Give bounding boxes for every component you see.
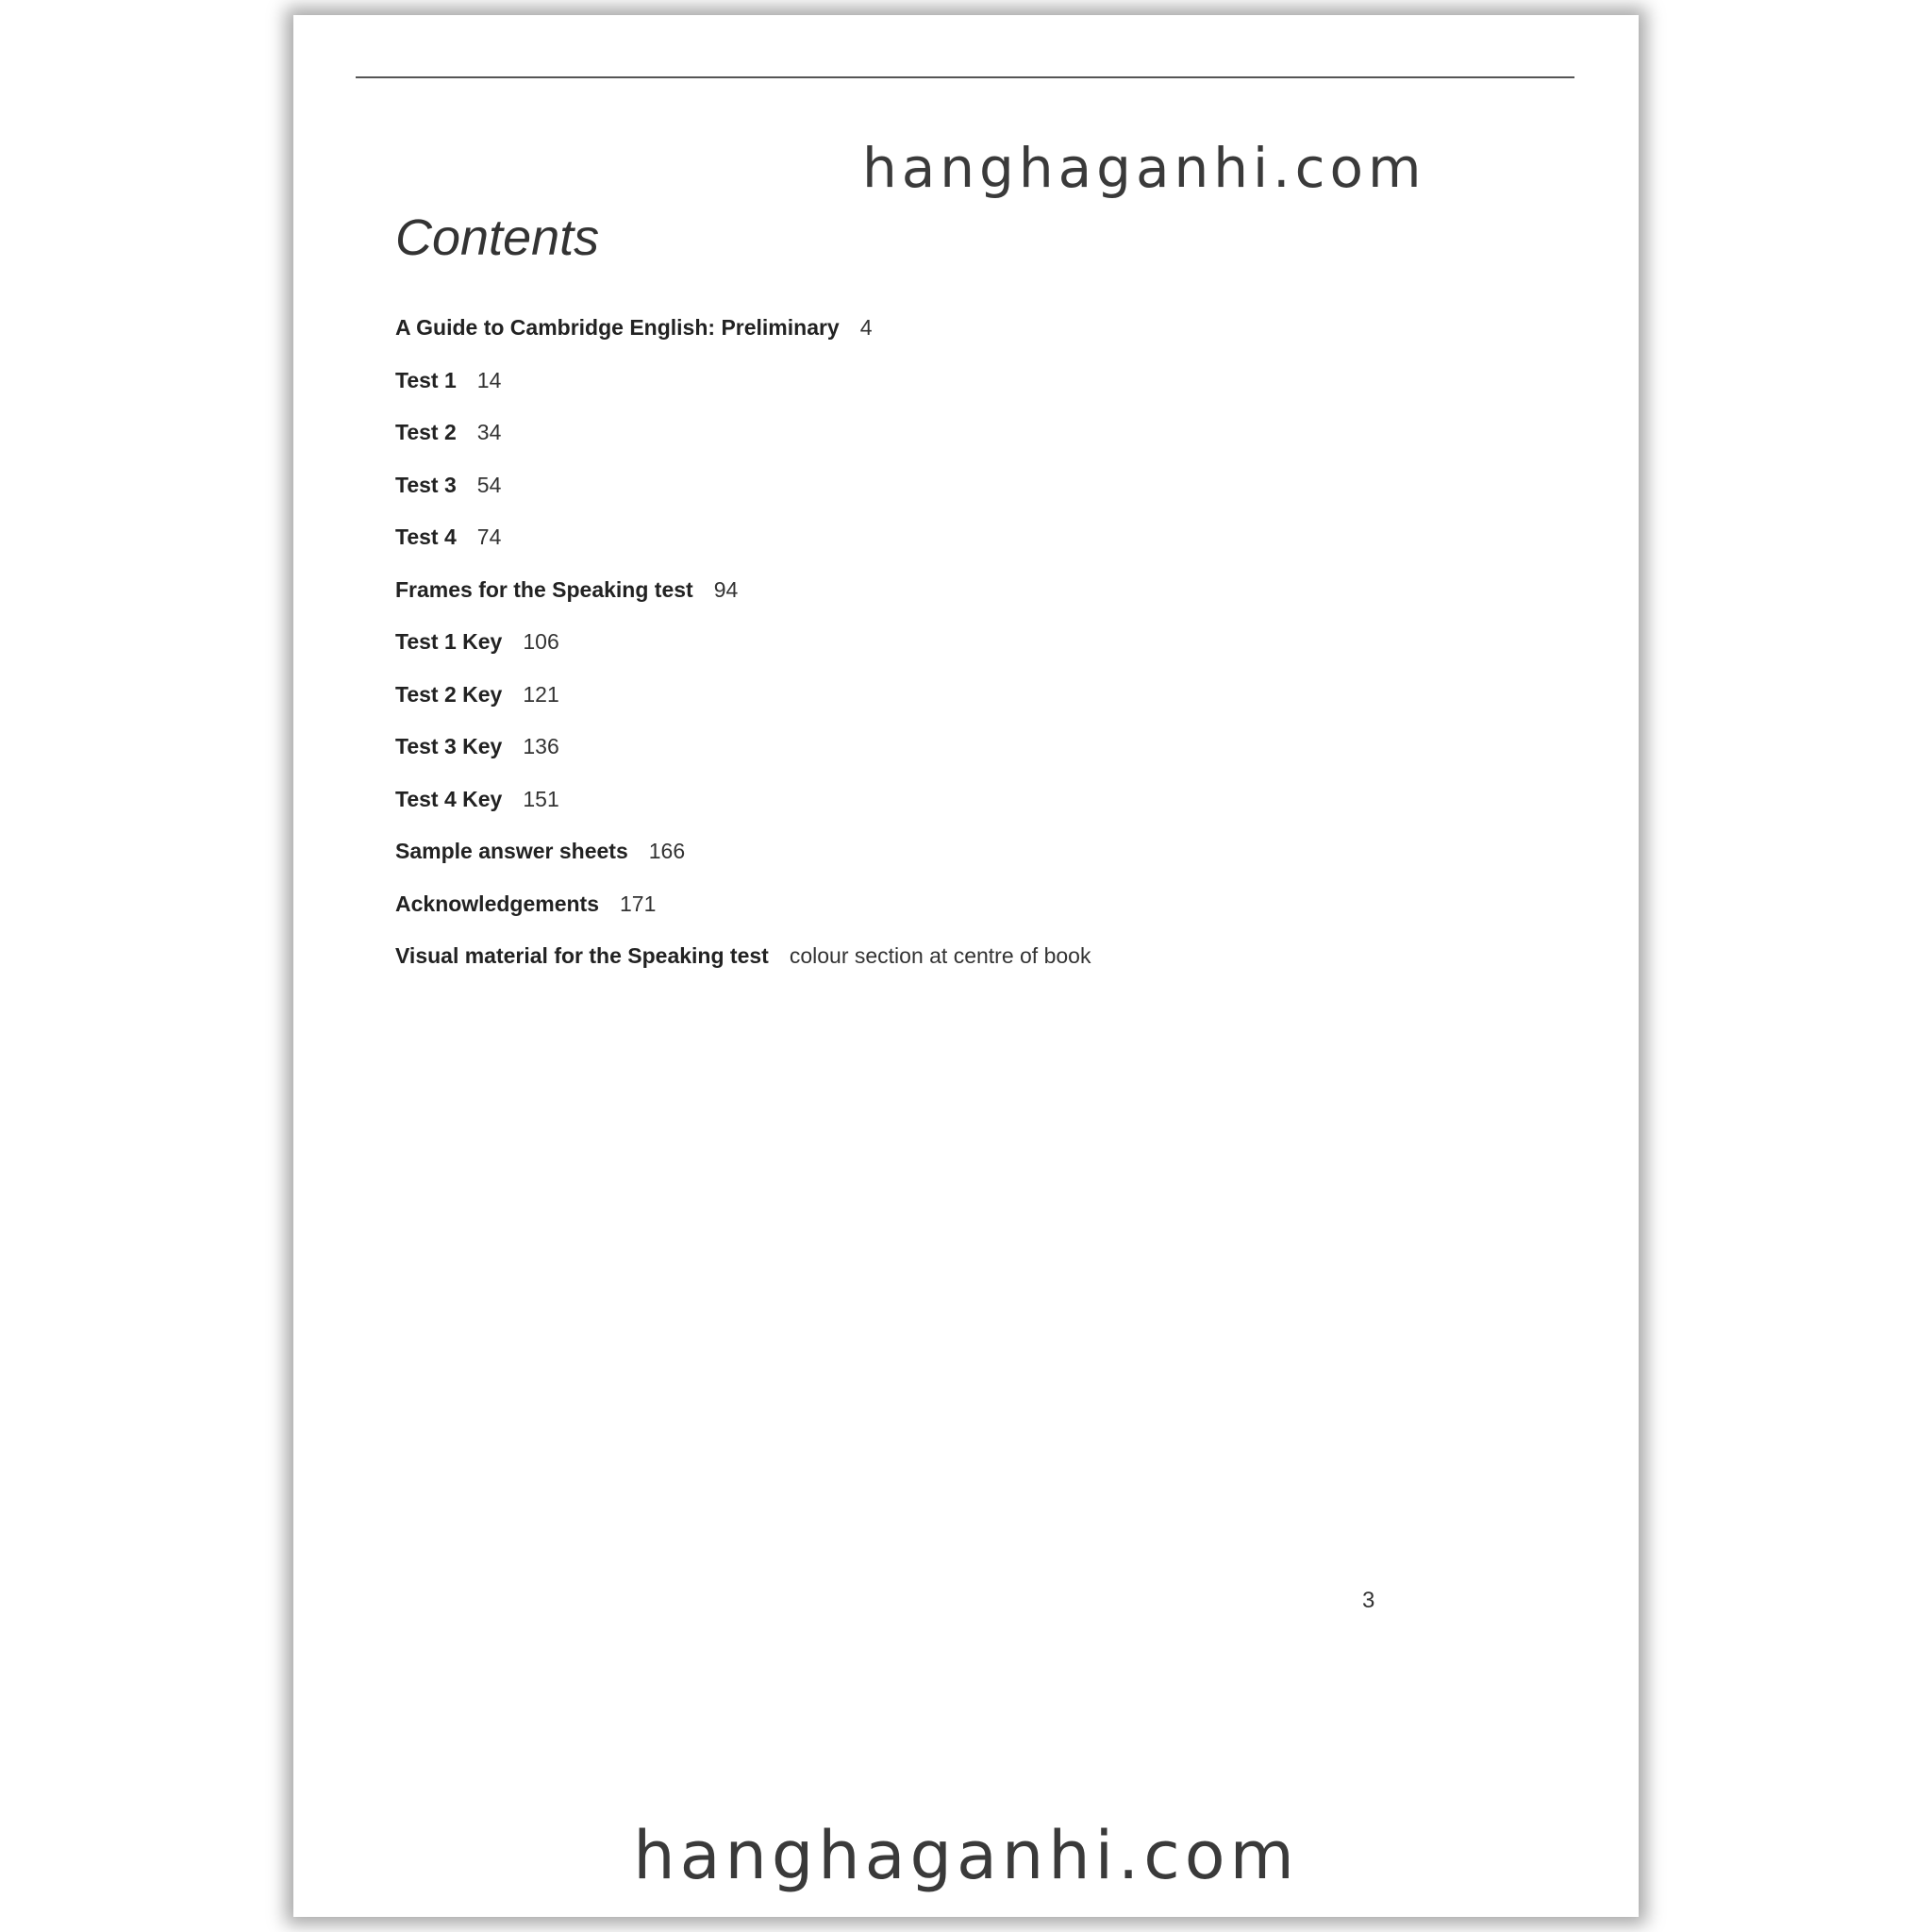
toc-entry — [395, 420, 1091, 473]
toc-entry — [395, 629, 1091, 682]
toc-entry-page: 136 — [523, 734, 559, 758]
toc-entry — [395, 368, 1091, 421]
header-rule — [356, 76, 1574, 78]
toc-entry — [395, 734, 1091, 787]
page-title: Contents — [395, 209, 600, 266]
toc-entry-page: 106 — [523, 629, 559, 654]
toc-entry — [395, 315, 1091, 368]
toc-entry — [395, 839, 1091, 891]
toc-entry-title: Test 2 — [395, 420, 457, 444]
page-number: 3 — [1362, 1588, 1375, 1613]
toc-entry-page: 171 — [620, 891, 657, 916]
toc-entry — [395, 473, 1091, 525]
toc-entry-page: 4 — [859, 315, 873, 340]
toc-entry-title: Acknowledgements — [395, 891, 599, 916]
toc-entry — [395, 891, 1091, 944]
toc-entry-title: Test 3 Key — [395, 734, 503, 758]
toc-entry-title: Test 4 Key — [395, 786, 503, 811]
toc-entry — [395, 682, 1091, 735]
toc-entry — [395, 525, 1091, 577]
toc-entry-title: Test 1 Key — [395, 629, 503, 654]
watermark-bottom: hanghaganhi.com — [633, 1817, 1299, 1894]
toc-entry-page: 74 — [476, 525, 502, 549]
toc-entry-page: 34 — [476, 420, 502, 444]
toc-entry-page: 14 — [476, 367, 502, 392]
toc-entry-title: Test 1 — [395, 367, 457, 392]
table-of-contents — [395, 315, 1091, 996]
toc-entry-page: 54 — [476, 472, 502, 497]
toc-entry-title: Frames for the Speaking test — [395, 576, 693, 602]
toc-entry-page: colour section at centre of book — [789, 943, 1091, 968]
toc-entry-page: 121 — [523, 681, 559, 707]
toc-entry-title: Sample answer sheets — [395, 839, 628, 863]
toc-entry — [395, 943, 1091, 996]
toc-entry-title: Test 3 — [395, 472, 457, 497]
toc-entry — [395, 577, 1091, 630]
toc-entry-page: 166 — [648, 839, 686, 863]
toc-entry-title: Test 2 Key — [395, 681, 503, 707]
document-page — [293, 15, 1639, 1917]
toc-entry-title: Visual material for the Speaking test — [395, 943, 769, 968]
toc-entry-title: Test 4 — [395, 525, 457, 549]
toc-entry — [395, 787, 1091, 840]
toc-entry-title: A Guide to Cambridge English: Preliminary — [395, 315, 840, 340]
toc-entry-page: 151 — [523, 786, 559, 811]
watermark-top: hanghaganhi.com — [862, 136, 1426, 200]
toc-entry-page: 94 — [713, 576, 739, 602]
